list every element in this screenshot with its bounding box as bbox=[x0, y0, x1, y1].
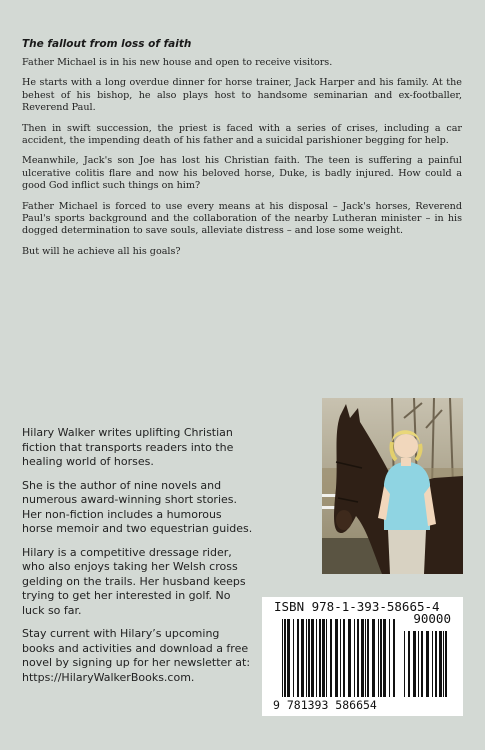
description-paragraph: Meanwhile, Jack's son Joe has lost his Christian faith. The teen is suffering a painful ulcerative colitis flare and now his beloved horse, Duke, is badly injured. How could a good God inflict such things on him? bbox=[22, 155, 462, 192]
description-paragraph: But will he achieve all his goals? bbox=[22, 245, 181, 257]
author-bio bbox=[22, 426, 254, 694]
isbn-barcode-box bbox=[262, 597, 463, 716]
description-paragraph: Then in swift succession, the priest is faced with a series of crises, including a car accident, the impending death of his father and a suicidal parishioner begging for help. bbox=[22, 122, 462, 147]
isbn-label: ISBN 978-1-393-58665-4 bbox=[274, 599, 440, 614]
book-description bbox=[22, 38, 462, 266]
author-bio-paragraph: Stay current with Hilary’s upcoming books and activities and download a free novel by signing up for her newsletter at: https://HilaryWalkerBooks.com. bbox=[22, 627, 251, 684]
price-code: 90000 bbox=[413, 611, 451, 626]
description-paragraph: Father Michael is in his new house and open to receive visitors. bbox=[22, 57, 333, 68]
barcode-digits: 9 781393 586654 bbox=[273, 698, 377, 712]
description-paragraph: Father Michael is forced to use every means at his disposal – Jack's horses, Reverend Paul's sports background and the collaboration of the nearby Lutheran minister – in his dogged determination to save souls, alleviate distress – and lose some weight. bbox=[22, 200, 462, 237]
description-heading: The fallout from loss of faith bbox=[22, 38, 192, 50]
author-bio-paragraph: Hilary is a competitive dressage rider, who also enjoys taking her Welsh cross gelding on the trails. Her husband keeps trying to get her interested in golf. No luck so far. bbox=[22, 545, 246, 617]
author-bio-paragraph: She is the author of nine novels and numerous award-winning short stories. Her non-fiction includes a humorous horse memoir and two equestrian guides. bbox=[22, 478, 253, 535]
author-bio-paragraph: Hilary Walker writes uplifting Christian fiction that transports readers into the healing world of horses. bbox=[22, 426, 234, 468]
author-photo bbox=[322, 398, 463, 574]
description-paragraph: He starts with a long overdue dinner for horse trainer, Jack Harper and his family. At the behest of his bishop, he also plays host to handsome seminarian and ex-footballer, Reverend Paul. bbox=[22, 77, 462, 114]
